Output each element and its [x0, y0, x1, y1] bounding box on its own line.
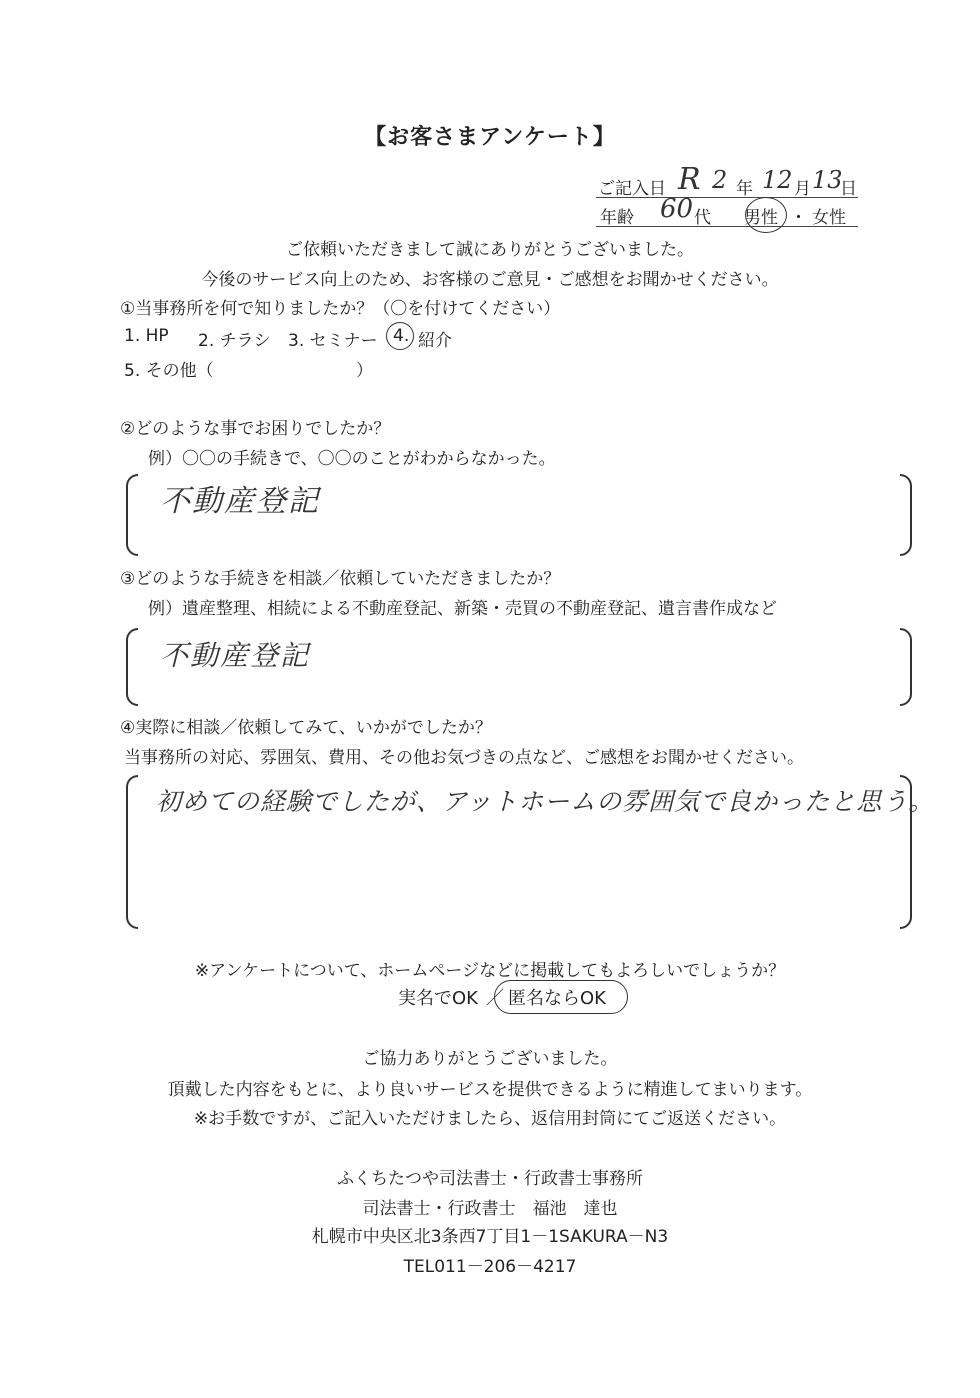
month-unit: 月 [794, 179, 811, 199]
consent-anonymous: 匿名ならOK [508, 988, 606, 1009]
q1-question: ①当事務所を何で知りましたか？（〇を付けてください） [120, 299, 561, 319]
q1-option-4-number: 4. [393, 326, 410, 346]
closing-line-3: ※お手数ですが、ご記入いただけましたら、返信用封筒にてご返送ください。 [193, 1109, 787, 1129]
age-value: 60 [660, 194, 694, 224]
intro-line-1: ご依頼いただきまして誠にありがとうございました。 [286, 240, 694, 260]
survey-title: 【お客さまアンケート】 [364, 125, 616, 150]
q4-left-bracket [126, 775, 138, 929]
closing-line-1: ご協力ありがとうございました。 [362, 1049, 618, 1069]
q1-option-seminar: 3. セミナー [288, 331, 378, 351]
gender-male: 男性 [744, 208, 778, 228]
male-circle-mark [745, 197, 787, 233]
q1-other-label: 5. その他（ [124, 361, 214, 381]
intro-line-2: 今後のサービス向上のため、お客様のご意見・ご感想をお聞かせください。 [201, 270, 779, 290]
month-value: 12 [762, 166, 793, 194]
q2-right-bracket [900, 474, 912, 556]
q4-answer: 初めての経験でしたが、アットホームの雰囲気で良かったと思う。 [156, 787, 935, 816]
q2-left-bracket [126, 474, 138, 556]
consent-separator: ／ [486, 988, 504, 1009]
q2-example: 例）〇〇の手続きで、〇〇のことがわからなかった。 [148, 449, 556, 469]
gender-female: 女性 [812, 208, 846, 228]
closing-line-2: 頂戴した内容をもとに、より良いサービスを提供できるように精進してまいります。 [167, 1080, 813, 1100]
q1-option-hp: 1. HP [124, 326, 169, 346]
q3-answer: 不動産登記 [160, 639, 311, 672]
q4-question: ④実際に相談／依頼してみて、いかがでしたか？ [120, 718, 492, 738]
office-name: ふくちたつや司法書士・行政書士事務所 [337, 1169, 643, 1189]
q2-answer: 不動産登記 [160, 484, 320, 519]
age-underline [596, 226, 858, 227]
q1-other-close: ） [356, 361, 373, 381]
anonymous-circle-mark [494, 980, 628, 1014]
day-value: 13 [812, 166, 843, 194]
q1-option-flyer: 2. チラシ [198, 331, 271, 351]
age-label: 年齢 [600, 208, 634, 228]
age-unit: 代 [694, 208, 711, 228]
date-label: ご記入日 [598, 179, 666, 199]
q2-question: ②どのような事でお困りでしたか？ [120, 419, 391, 439]
office-person: 司法書士・行政書士 福池 達也 [362, 1199, 618, 1219]
office-tel: TEL011－206－4217 [403, 1257, 577, 1277]
q3-example: 例）遺産整理、相続による不動産登記、新築・売買の不動産登記、遺言書作成など [148, 599, 777, 619]
q3-question: ③どのような手続きを相談／依頼していただきましたか？ [120, 569, 561, 589]
office-address: 札幌市中央区北3条西7丁目1－1SAKURA－N3 [311, 1227, 669, 1247]
era-value: R [678, 162, 701, 197]
option-4-circle-mark [386, 322, 414, 350]
date-underline [596, 197, 858, 198]
consent-question: ※アンケートについて、ホームページなどに掲載してもよろしいでしょうか？ [194, 961, 786, 981]
gender-separator: ・ [790, 208, 807, 228]
year-value: 2 [712, 166, 728, 194]
q4-subtext: 当事務所の対応、雰囲気、費用、その他お気づきの点など、ご感想をお聞かせください。 [124, 748, 804, 768]
q3-left-bracket [126, 628, 138, 706]
year-unit: 年 [736, 179, 753, 199]
q1-option-referral: 紹介 [418, 331, 452, 351]
consent-real-name: 実名でOK [398, 988, 478, 1009]
day-unit: 日 [840, 179, 857, 199]
q3-right-bracket [900, 628, 912, 706]
